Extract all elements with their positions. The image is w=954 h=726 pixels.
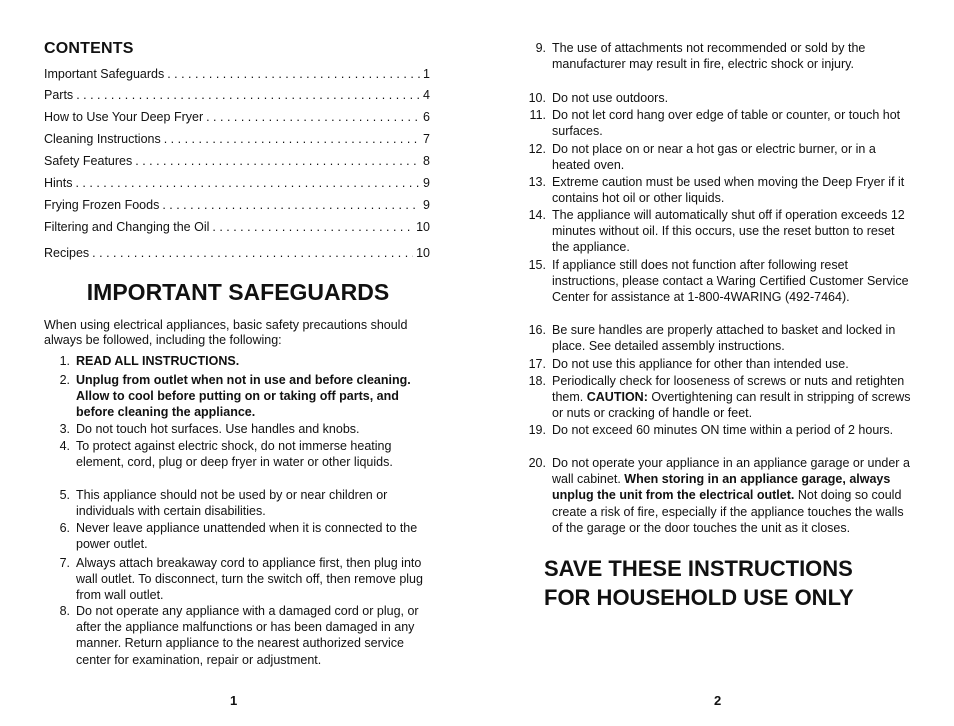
safeguard-item: 7. Always attach breakaway cord to appliance first, then plug into wall outlet. To disconnect, turn the switch off, then remove plug from wall outlet. — [59, 556, 423, 603]
save-instructions-heading: SAVE THESE INSTRUCTIONS FOR HOUSEHOLD USE ONLY — [544, 556, 854, 610]
safeguard-item: 16. Be sure handles are properly attached to basket and locked in place. See detailed assembly instructions. — [528, 323, 896, 354]
safeguard-item: 20. Do not operate your appliance in an appliance garage or under a wall cabinet. When storing in an appliance garage, always unplug the unit from the electrical outlet. Not doing so could create a risk of fire, especially if the appliance touches the walls of the garage or the door touches the unit as it closes. — [528, 456, 910, 535]
toc-entry[interactable]: Important Safeguards . . . 1 — [44, 66, 430, 82]
safeguard-item: 18. Periodically check for looseness of screws or nuts and retighten them. CAUTION: Overtightening can result in stripping of screws or nuts or cracking of handle or feet. — [528, 374, 911, 421]
toc-entry[interactable]: Recipes . . . 10 — [44, 245, 430, 261]
safeguard-text: Be sure handles are properly attached to basket and locked in place. See detailed assembly instructions. — [552, 323, 896, 354]
safeguard-bold-text: When storing in an appliance garage, always unplug the unit from the electrical outlet. — [552, 472, 891, 503]
safeguard-item: 9. The use of attachments not recommended or sold by the manufacturer may result in fire, electric shock or injury. — [535, 41, 866, 72]
safeguard-bold-text: READ ALL INSTRUCTIONS. — [76, 354, 240, 368]
safeguards-title: IMPORTANT SAFEGUARDS — [86, 279, 390, 305]
safeguard-item: 6. Never leave appliance unattended when it is connected to the power outlet. — [59, 521, 418, 552]
safeguard-item: 8. Do not operate any appliance with a damaged cord or plug, or after the appliance malfunctions or has been damaged in any manner. Return appliance to the nearest authorized service center for examination, repair or adjustment. — [59, 604, 419, 667]
page-number-right: 2 — [714, 693, 722, 708]
safeguard-item: 2. Unplug from outlet when not in use and before cleaning. Allow to cool before putting on or taking off parts, and before cleaning the appliance. — [59, 373, 411, 420]
safeguard-item: 19. Do not exceed 60 minutes ON time within a period of 2 hours. — [528, 423, 894, 437]
safeguard-item: 13. Extreme caution must be used when moving the Deep Fryer if it contains hot oil or other liquids. — [528, 175, 905, 206]
safeguard-text: Do not place on or near a hot gas or electric burner, or in a heated oven. — [552, 142, 876, 173]
safeguard-item: 15. If appliance still does not function after following reset instructions, please contact a Waring Certified Customer Service Center for assistance at 1-800-4WARING (492-7464). — [528, 258, 909, 305]
right-page — [520, 0, 912, 726]
safeguard-item: 11. Do not let cord hang over edge of table or counter, or touch hot surfaces. — [529, 108, 901, 139]
safeguard-text: Do not touch hot surfaces. Use handles and knobs. — [76, 422, 360, 436]
safeguards-intro: When using electrical appliances, basic safety precautions should always be followed, including the following: — [44, 318, 408, 347]
safeguard-text: Do not let cord hang over edge of table or counter, or touch hot surfaces. — [552, 108, 901, 139]
safeguard-item: 5. This appliance should not be used by or near children or individuals with certain disabilities. — [59, 488, 388, 519]
safeguard-text: If appliance still does not function after following reset instructions, please contact a Waring Certified Customer Service Center for assistance at 1-800-4WARING (492-7464). — [552, 258, 909, 305]
caution-label: CAUTION: — [586, 390, 648, 405]
left-page — [44, 0, 432, 726]
contents-title: CONTENTS — [44, 40, 134, 57]
safeguard-item: 17. Do not use this appliance for other than intended use. — [528, 357, 849, 371]
toc-entry[interactable]: Cleaning Instructions . . . 7 — [44, 131, 430, 147]
safeguard-text: Never leave appliance unattended when it is connected to the power outlet. — [76, 521, 418, 552]
safeguard-text: Do not use this appliance for other than intended use. — [552, 357, 849, 371]
safeguard-item: 14. The appliance will automatically shut off if operation exceeds 12 minutes without oil. If this occurs, use the reset button to reset the appliance. — [528, 208, 905, 255]
toc-entry[interactable]: Frying Frozen Foods . . . 9 — [44, 197, 430, 213]
safeguard-text: Do not exceed 60 minutes ON time within a period of 2 hours. — [552, 423, 894, 437]
page-number-left: 1 — [230, 693, 238, 708]
toc-entry[interactable]: Filtering and Changing the Oil . . . 10 — [44, 219, 430, 235]
safeguard-text: Extreme caution must be used when moving the Deep Fryer if it contains hot oil or other liquids. — [552, 175, 905, 206]
toc-entry[interactable]: Safety Features . . . 8 — [44, 153, 430, 169]
safeguard-item: 1. READ ALL INSTRUCTIONS. — [59, 354, 240, 368]
safeguard-text: Always attach breakaway cord to appliance first, then plug into wall outlet. To disconnect, turn the switch off, then remove plug from wall outlet. — [76, 556, 423, 603]
safeguard-text: Do not use outdoors. — [552, 91, 669, 105]
safeguard-item: 4. To protect against electric shock, do not immerse heating element, cord, plug or deep fryer in water or other liquids. — [59, 439, 393, 470]
safeguard-bold-text: Unplug from outlet when not in use and before cleaning. Allow to cool before putting on or taking off parts, and before cleaning the appliance. — [76, 373, 411, 420]
safeguard-text: This appliance should not be used by or near children or individuals with certain disabilities. — [76, 488, 388, 519]
safeguard-item: 10. Do not use outdoors. — [528, 91, 669, 105]
safeguard-text: Not doing so could create a risk of fire, especially if the appliance touches the walls of the garage or the door touches the unit as it closes. — [552, 488, 904, 535]
safeguard-text: Periodically check for looseness of screws or nuts and retighten them. — [552, 374, 905, 405]
safeguard-text: To protect against electric shock, do not immerse heating element, cord, plug or deep fryer in water or other liquids. — [76, 439, 393, 470]
safeguard-text: Overtightening can result in stripping of screws or nuts or cracking of handle or feet. — [552, 390, 911, 421]
safeguard-text: Do not operate any appliance with a damaged cord or plug, or after the appliance malfunctions or has been damaged in any manner. Return appliance to the nearest authorized service center for examination, repair or adjustment. — [76, 604, 419, 667]
safeguard-text: The appliance will automatically shut off if operation exceeds 12 minutes without oil. If this occurs, use the reset button to reset the appliance. — [552, 208, 905, 255]
toc-entry[interactable]: Parts . . . 4 — [44, 87, 430, 103]
safeguard-item: 12. Do not place on or near a hot gas or electric burner, or in a heated oven. — [528, 142, 876, 173]
toc-entry[interactable]: Hints . . . 9 — [44, 175, 430, 191]
safeguard-text: Do not operate your appliance in an appliance garage or under a wall cabinet. — [552, 456, 910, 487]
safeguard-text: The use of attachments not recommended or sold by the manufacturer may result in fire, electric shock or injury. — [552, 41, 866, 72]
safeguard-item: 3. Do not touch hot surfaces. Use handles and knobs. — [59, 422, 360, 436]
toc-entry[interactable]: How to Use Your Deep Fryer . . . 6 — [44, 109, 430, 125]
